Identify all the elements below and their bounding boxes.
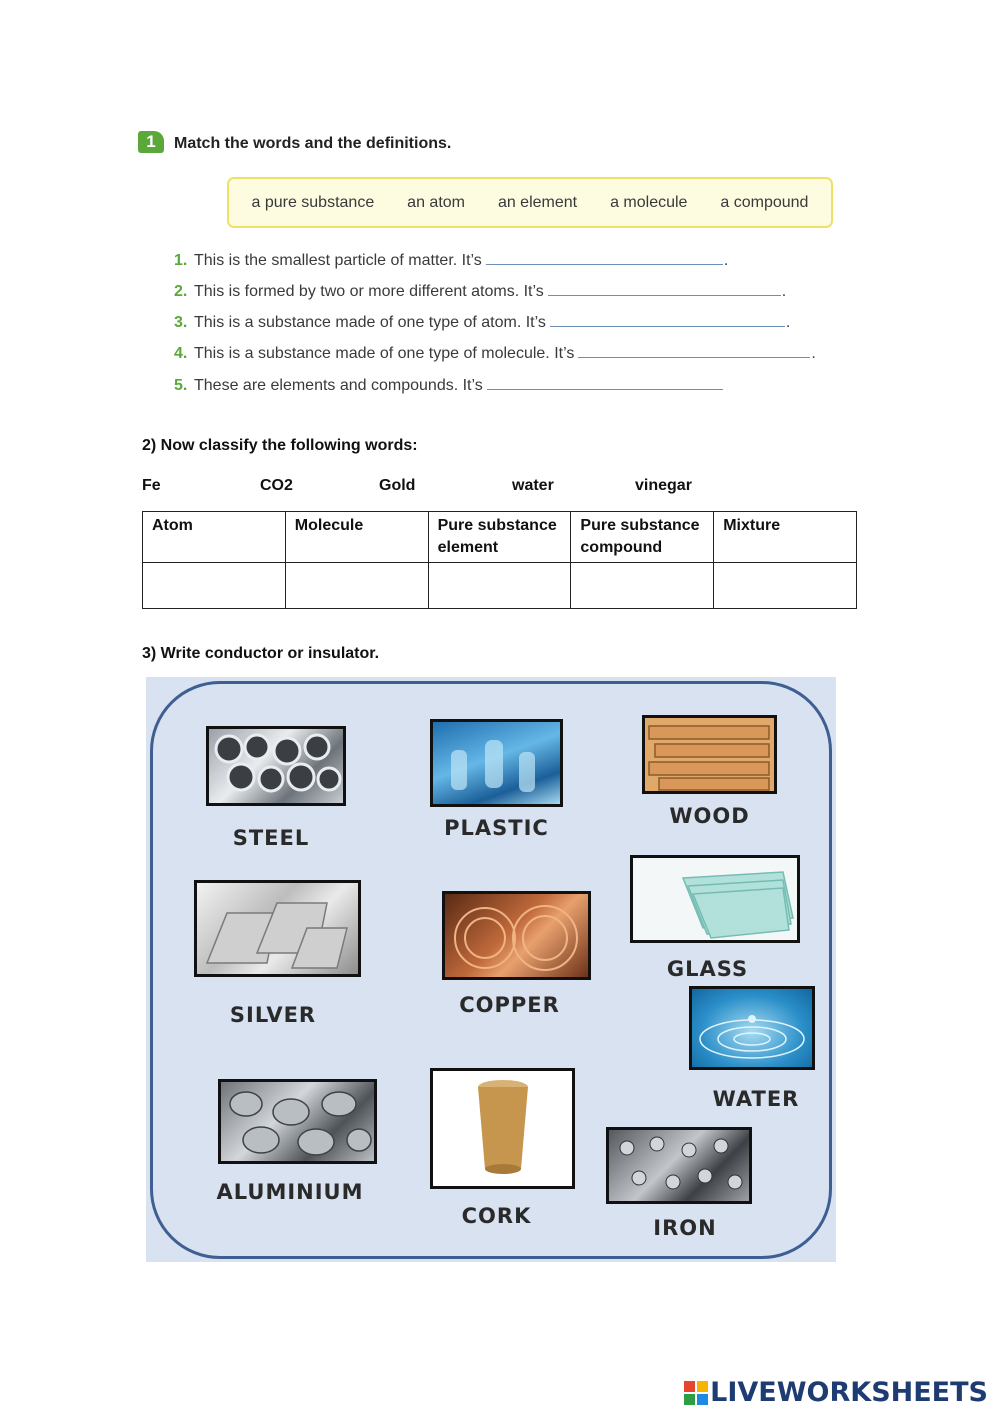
steel-image <box>206 726 346 806</box>
answer-blank[interactable] <box>550 312 785 327</box>
sentence-text: This is formed by two or more different atoms. It’s <box>194 283 544 300</box>
material-label-glass: GLASS <box>666 957 749 981</box>
material-label-water: WATER <box>712 1087 800 1111</box>
exercise-number-badge: 1 <box>138 131 164 153</box>
sentence-number: 4. <box>174 345 188 362</box>
wood-image <box>642 715 777 794</box>
sentence-number: 3. <box>174 314 188 331</box>
liveworksheets-icon <box>684 1381 708 1405</box>
material-label-wood: WOOD <box>669 804 750 828</box>
sentence-5 <box>174 375 724 395</box>
answer-cell[interactable] <box>285 563 428 609</box>
answer-cell[interactable] <box>714 563 857 609</box>
sentence-1 <box>174 250 728 270</box>
classify-word: Fe <box>142 477 161 494</box>
material-label-iron: IRON <box>653 1216 717 1240</box>
plastic-image <box>430 719 563 807</box>
answer-blank[interactable] <box>548 281 781 296</box>
sentence-text: These are elements and compounds. It’s <box>194 377 483 394</box>
material-label-cork: CORK <box>461 1204 532 1228</box>
sentence-2 <box>174 281 786 301</box>
sentence-number: 5. <box>174 377 188 394</box>
liveworksheets-logo <box>684 1377 988 1408</box>
answer-blank[interactable] <box>486 250 723 265</box>
material-label-silver: SILVER <box>229 1003 317 1027</box>
word-bank <box>227 177 833 228</box>
sentence-number: 2. <box>174 283 188 300</box>
answer-cell[interactable] <box>428 563 571 609</box>
exercise3-title: 3) Write conductor or insulator. <box>142 645 380 662</box>
word-bank-item: a pure substance <box>251 193 375 211</box>
material-label-steel: STEEL <box>232 826 310 850</box>
copper-image <box>442 891 591 980</box>
brand-name: LIVEWORKSHEETS <box>710 1377 988 1408</box>
exercise2-title: 2) Now classify the following words: <box>142 437 418 454</box>
aluminium-image <box>218 1079 377 1164</box>
sentence-end: . <box>785 314 791 331</box>
sentence-end: . <box>811 345 816 362</box>
sentence-text: This is a substance made of one type of atom. It’s <box>194 314 546 331</box>
sentence-end: . <box>781 283 787 300</box>
glass-image <box>630 855 800 943</box>
table-answer-row <box>143 563 857 609</box>
material-label-copper: COPPER <box>459 993 560 1017</box>
cork-image <box>430 1068 575 1189</box>
column-header: Pure substance compound <box>571 512 714 563</box>
sentence-text: This is a substance made of one type of molecule. It’s <box>194 345 575 362</box>
classify-word: CO2 <box>260 477 293 494</box>
column-header: Pure substance element <box>428 512 571 563</box>
answer-cell[interactable] <box>571 563 714 609</box>
word-bank-item: a compound <box>720 193 809 211</box>
column-header: Molecule <box>285 512 428 563</box>
classify-word: vinegar <box>635 477 692 494</box>
sentence-4 <box>174 343 816 363</box>
answer-blank[interactable] <box>487 375 723 390</box>
answer-blank[interactable] <box>578 343 810 358</box>
classification-table <box>142 511 857 609</box>
sentence-3 <box>174 312 790 332</box>
sentence-text: This is the smallest particle of matter. It’s <box>194 252 482 269</box>
exercise1-title: Match the words and the definitions. <box>174 135 452 152</box>
material-label-aluminium: ALUMINIUM <box>216 1180 364 1204</box>
sentence-end: . <box>723 252 729 269</box>
sentence-number: 1. <box>174 252 188 269</box>
silver-image <box>194 880 361 977</box>
column-header: Atom <box>143 512 286 563</box>
material-label-plastic: PLASTIC <box>444 816 549 840</box>
word-bank-item: a molecule <box>610 193 688 211</box>
iron-image <box>606 1127 752 1204</box>
water-image <box>689 986 815 1070</box>
answer-cell[interactable] <box>143 563 286 609</box>
classify-word: Gold <box>379 477 416 494</box>
table-header-row <box>143 512 857 563</box>
word-bank-item: an element <box>497 193 578 211</box>
word-bank-item: an atom <box>407 193 465 211</box>
column-header: Mixture <box>714 512 857 563</box>
classify-word: water <box>512 477 554 494</box>
